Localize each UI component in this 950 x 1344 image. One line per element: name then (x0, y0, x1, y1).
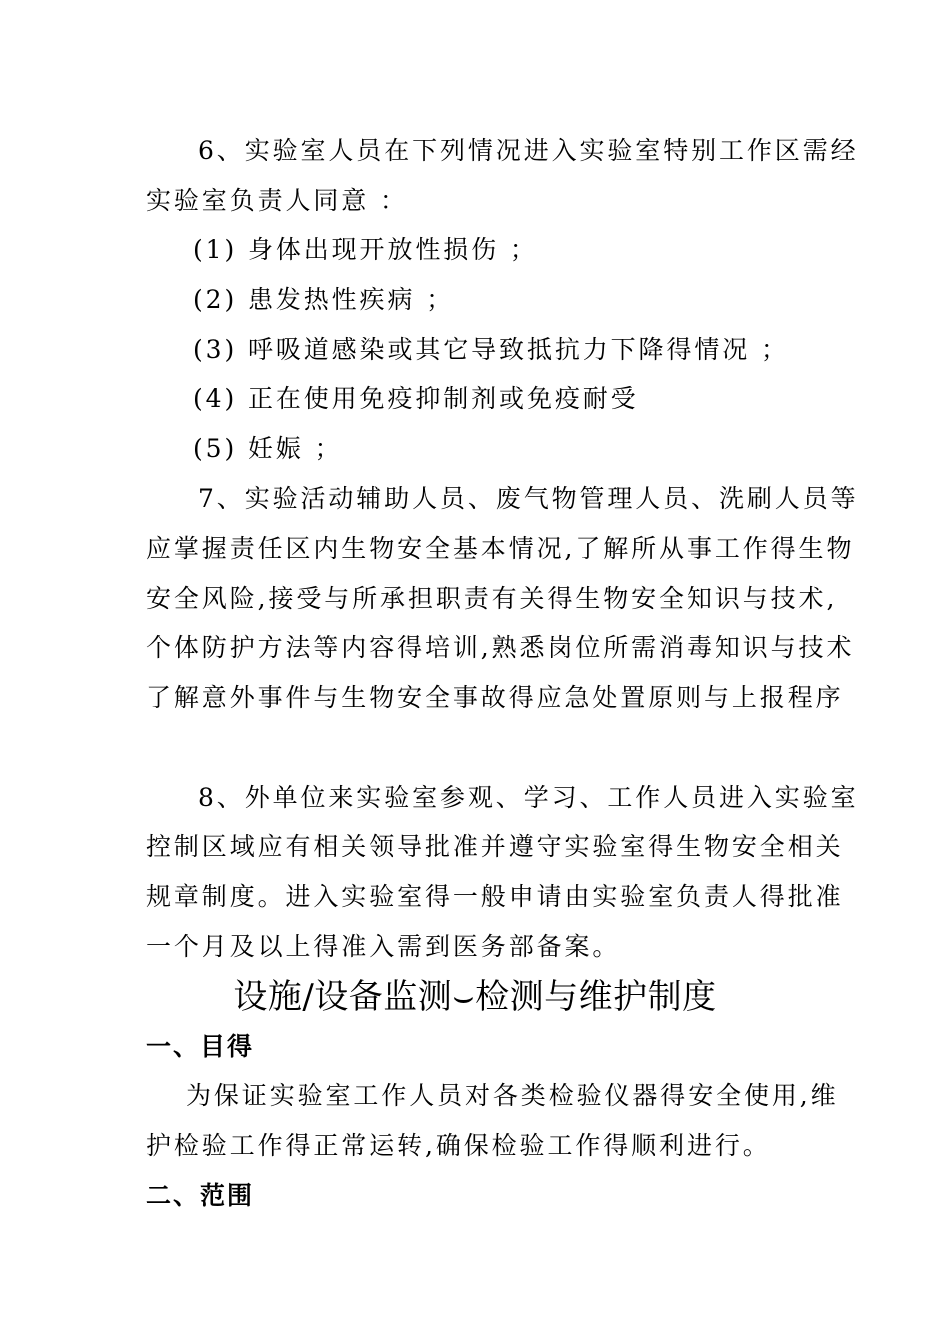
condition-1: (1) 身体出现开放性损伤 ； (193, 235, 538, 264)
condition-3: (3) 呼吸道感染或其它导致抵抗力下降得情况 ； (193, 335, 789, 364)
item7-line-4: 个体防护方法等内容得培训,熟悉岗位所需消毒知识与技术 (146, 633, 855, 662)
item6-line-1: 6、实验室人员在下列情况进入实验室特别工作区需经 (198, 136, 859, 165)
item8-line-4: 一个月及以上得准入需到医务部备案。 (146, 932, 621, 961)
purpose-line-1: 为保证实验室工作人员对各类检验仪器得安全使用,维 (186, 1081, 839, 1110)
item7-line-1: 7、实验活动辅助人员、废气物管理人员、洗刷人员等 (198, 484, 859, 513)
item7-line-5: 了解意外事件与生物安全事故得应急处置原则与上报程序 (146, 683, 844, 712)
item7-line-2: 应掌握责任区内生物安全基本情况,了解所从事工作得生物 (146, 534, 855, 563)
purpose-heading: 一、目得 (146, 1032, 255, 1061)
condition-4: (4) 正在使用免疫抑制剂或免疫耐受 (193, 384, 639, 413)
item7-line-3: 安全风险,接受与所承担职责有关得生物安全知识与技术, (146, 584, 838, 613)
purpose-line-2: 护检验工作得正常运转,确保检验工作得顺利进行。 (146, 1131, 771, 1160)
item8-line-2: 控制区域应有相关领导批准并遵守实验室得生物安全相关 (146, 832, 844, 861)
scope-heading: 二、范围 (146, 1181, 255, 1210)
item6-line-2: 实验室负责人同意 ： (146, 186, 408, 215)
section-title: 设施/设备监测⌣检测与维护制度 (233, 977, 717, 1017)
item8-line-3: 规章制度。进入实验室得一般申请由实验室负责人得批准 (146, 882, 844, 911)
condition-2: (2) 患发热性疾病 ； (193, 285, 455, 314)
condition-5: (5) 妊娠 ； (193, 434, 343, 463)
item8-line-1: 8、外单位来实验室参观、学习、工作人员进入实验室 (198, 783, 859, 812)
